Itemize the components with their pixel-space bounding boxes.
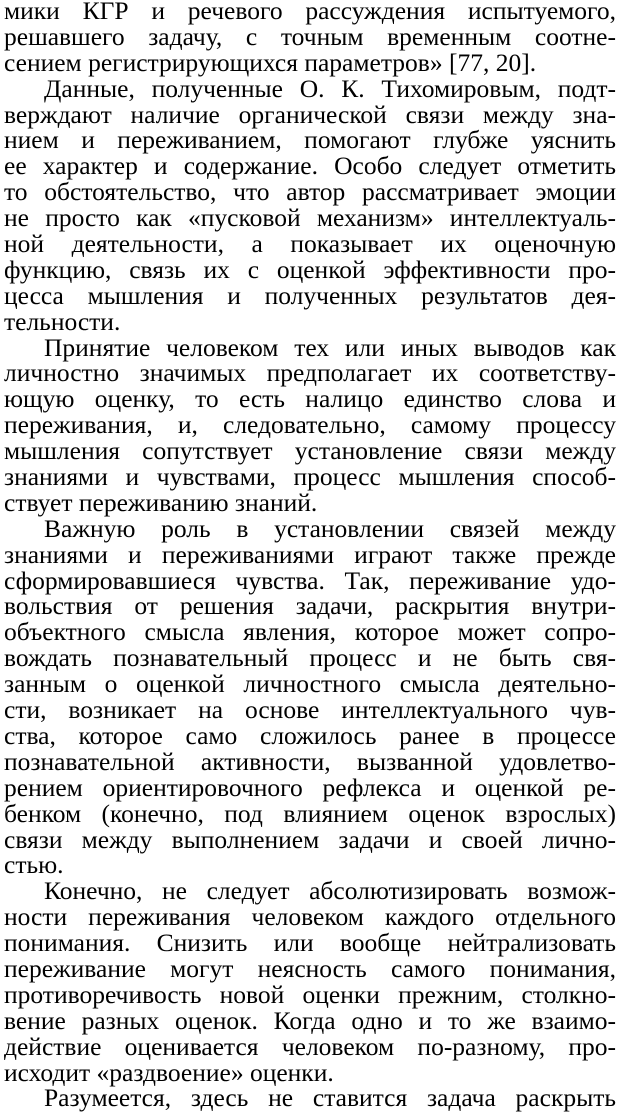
text-line: сти, возникает на основе интеллектуального чув- xyxy=(4,695,616,725)
text-line: вольствия от решения задачи, раскрытия внутри- xyxy=(4,591,616,621)
text-line: объектного смысла явления, которое может сопро- xyxy=(4,617,616,647)
paragraph xyxy=(4,0,616,76)
text-line: бенком (конечно, под влиянием оценок взрослых) xyxy=(4,798,616,828)
document-page xyxy=(4,0,616,1111)
text-line: функцию, связь их с оценкой эффективности про- xyxy=(4,254,616,284)
paragraph xyxy=(4,1085,616,1111)
text-line: тельности. xyxy=(4,306,121,336)
text-line: знаниями и переживаниями играют также прежде xyxy=(4,539,616,569)
text-line: действие оценивается человеком по-разному, про- xyxy=(4,1031,616,1061)
text-line: ствует переживанию знаний. xyxy=(4,487,318,517)
text-line: решавшего задачу, с точным временным соотне- xyxy=(4,21,616,51)
text-line: вождать познавательный процесс и не быть свя- xyxy=(4,643,616,673)
text-line: занным о оценкой личностного смысла деятельно- xyxy=(4,669,616,699)
text-line: сением регистрирующихся параметров» [77, 20]. xyxy=(4,47,537,77)
text-line: мышления сопутствует установление связи между xyxy=(4,436,616,466)
text-line: переживания, и, следовательно, самому процессу xyxy=(4,410,616,440)
text-line: нием и переживанием, помогают глубже уяснить xyxy=(4,125,616,155)
paragraph xyxy=(4,878,616,1085)
text-line: Важную роль в установлении связей между xyxy=(44,513,616,543)
paragraph xyxy=(4,73,616,336)
text-line: верждают наличие органической связи между зна- xyxy=(4,99,616,129)
text-line: Разумеется, здесь не ставится задача раскрыть xyxy=(44,1083,616,1112)
text-line: мики КГР и речевого рассуждения испытуемого, xyxy=(4,0,616,25)
text-line: Данные, полученные О. К. Тихомировым, подт- xyxy=(44,73,616,103)
paragraph xyxy=(4,513,616,880)
text-line: стью. xyxy=(4,850,64,880)
text-line: связи между выполнением задачи и своей лично- xyxy=(4,824,616,854)
text-line: Принятие человеком тех или иных выводов как xyxy=(44,332,616,362)
text-line: ства, которое само сложилось ранее в процессе xyxy=(4,720,616,750)
text-line: переживание могут неясность самого понимания, xyxy=(4,953,616,983)
text-line: рением ориентировочного рефлекса и оценкой ре- xyxy=(4,772,616,802)
text-line: личностно значимых предполагает их соответству- xyxy=(4,358,616,388)
text-line: то обстоятельство, что автор рассматривает эмоции xyxy=(4,177,616,207)
text-line: ее характер и содержание. Особо следует отметить xyxy=(4,151,616,181)
text-line: ной деятельности, а показывает их оценочную xyxy=(4,229,616,259)
text-line: знаниями и чувствами, процесс мышления способ- xyxy=(4,462,616,492)
text-line: ющую оценку, то есть налицо единство слова и xyxy=(4,384,616,414)
text-line: понимания. Снизить или вообще нейтрализовать xyxy=(4,928,616,958)
text-line: противоречивость новой оценки прежним, столкно- xyxy=(4,979,616,1009)
text-line: не просто как «пусковой механизм» интеллектуаль- xyxy=(4,203,616,233)
text-line: Конечно, не следует абсолютизировать возмож- xyxy=(44,876,616,906)
text-line: исходит «раздвоение» оценки. xyxy=(4,1057,334,1087)
text-line: вение разных оценок. Когда одно и то же взаимо- xyxy=(4,1005,616,1035)
paragraph xyxy=(4,332,616,517)
text-line: сформировавшиеся чувства. Так, переживание удо- xyxy=(4,565,616,595)
text-line: познавательной активности, вызванной удовлетво- xyxy=(4,746,616,776)
text-line: цесса мышления и полученных результатов дея- xyxy=(4,280,616,310)
text-line: ности переживания человеком каждого отдельного xyxy=(4,902,616,932)
